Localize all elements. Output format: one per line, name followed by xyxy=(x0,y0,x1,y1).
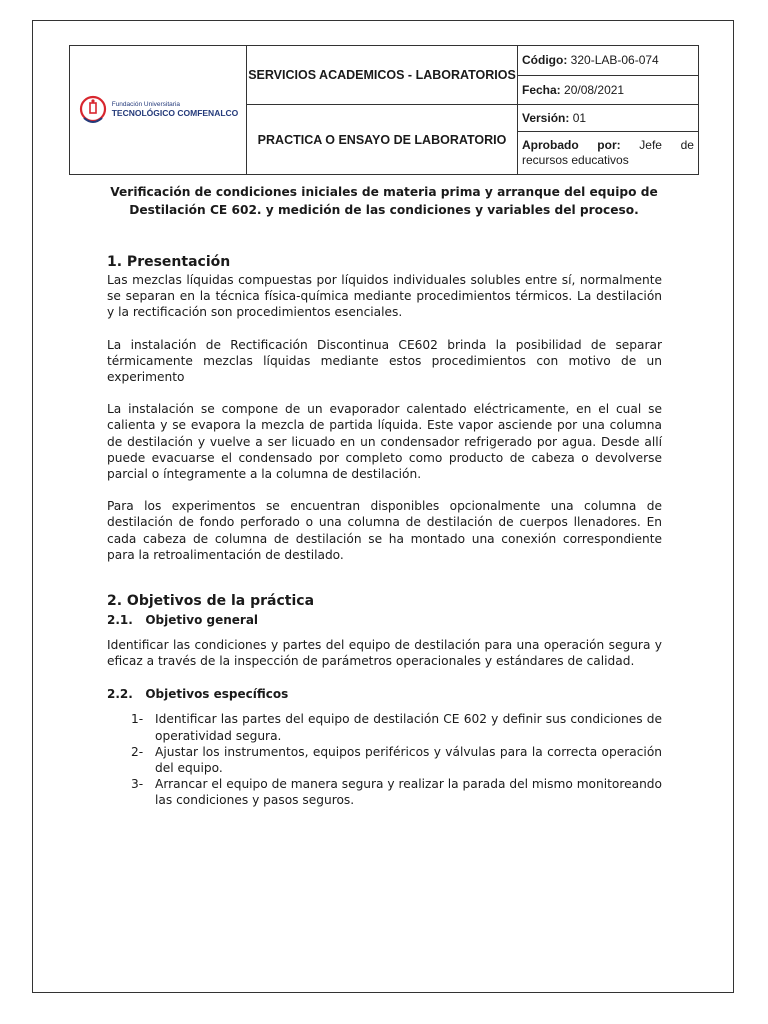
logo-small-text: Fundación Universitaria xyxy=(111,101,181,109)
codigo-cell xyxy=(518,46,699,76)
list-item-text: Arrancar el equipo de manera segura y realizar la parada del mismo monitoreando las condiciones y pasos seguros. xyxy=(155,777,662,808)
version-cell xyxy=(518,105,699,132)
section-heading-objetivos: 2. Objetivos de la práctica xyxy=(107,593,315,610)
codigo-value: 320-LAB-06-074 xyxy=(570,53,659,68)
list-item xyxy=(131,711,662,743)
codigo-label: Código: xyxy=(522,53,568,68)
document-header-table xyxy=(69,45,699,175)
paragraph: La instalación de Rectificación Discontinua CE602 brinda la posibilidad de separar térmicamente mezclas líquidas mediante estos procedimientos con motivo de un experimento xyxy=(107,337,662,385)
aprobado-value: Jefe de recursos educativos xyxy=(522,138,694,167)
document-title: Verificación de condiciones iniciales de materia prima y arranque del equipo de Destilación CE 602. y medición de las condiciones y variables del proceso. xyxy=(110,185,658,217)
specific-objectives-list xyxy=(131,711,662,808)
fecha-value: 20/08/2021 xyxy=(564,82,625,97)
paragraph: Para los experimentos se encuentran disponibles opcionalmente una columna de destilación de fondo perforado o una columna de destilación de cuerpos llenadores. En cada cabeza de columna de destilación se ha montado una conexión correspondiente para la retroalimentación de destilado. xyxy=(107,499,662,562)
fecha-label: Fecha: xyxy=(522,82,561,97)
version-value: 01 xyxy=(572,111,587,125)
logo-emblem-icon xyxy=(78,94,108,126)
aprobado-cell xyxy=(518,132,699,175)
paragraph: Las mezclas líquidas compuestas por líquidos individuales solubles entre sí, normalmente se separan en la técnica física-química mediante procedimientos térmicos. La destilación y la rectificación son procedimientos esenciales. xyxy=(107,273,662,320)
header-title: SERVICIOS ACADEMICOS - LABORATORIOS xyxy=(247,46,518,105)
paragraph: La instalación se compone de un evaporador calentado eléctricamente, en el cual se calienta y se evapora la mezcla de partida líquida. Este vapor asciende por una columna de destilación y vuelve a ser licuado en un condensador refrigerado por agua. Desde allí puede evacuarse el condensado por completo como producto de cabeza o devolverse parcial o íntegramente a la columna de destilación. xyxy=(107,402,662,482)
list-item-number: 2- xyxy=(131,744,144,759)
section-heading-presentacion: 1. Presentación xyxy=(107,254,231,270)
list-item xyxy=(131,776,662,808)
logo-cell xyxy=(70,46,247,175)
subsection-heading-especificos: 2.2. Objetivos específicos xyxy=(107,687,289,702)
list-item-number: 1- xyxy=(131,712,144,727)
list-item-text: Ajustar los instrumentos, equipos periféricos y válvulas para la correcta operación del equipo. xyxy=(155,744,662,776)
list-item xyxy=(131,744,662,776)
logo-big-text: TECNOLÓGICO COMFENALCO xyxy=(111,107,239,118)
version-label: Versión: xyxy=(522,111,570,125)
header-subtitle: PRACTICA O ENSAYO DE LABORATORIO xyxy=(247,105,518,175)
list-item-number: 3- xyxy=(131,777,144,792)
subsection-heading-general: 2.1. Objetivo general xyxy=(107,613,259,628)
institution-logo xyxy=(70,94,246,126)
document-body xyxy=(107,252,662,809)
fecha-cell xyxy=(518,75,699,105)
aprobado-label: Aprobado por: xyxy=(522,138,621,152)
list-item-text: Identificar las partes del equipo de destilación CE 602 y definir sus condiciones de operatividad segura. xyxy=(155,712,662,743)
paragraph: Identificar las condiciones y partes del equipo de destilación para una operación segura y eficaz a través de la inspección de parámetros operacionales y estándares de calidad. xyxy=(107,638,662,669)
